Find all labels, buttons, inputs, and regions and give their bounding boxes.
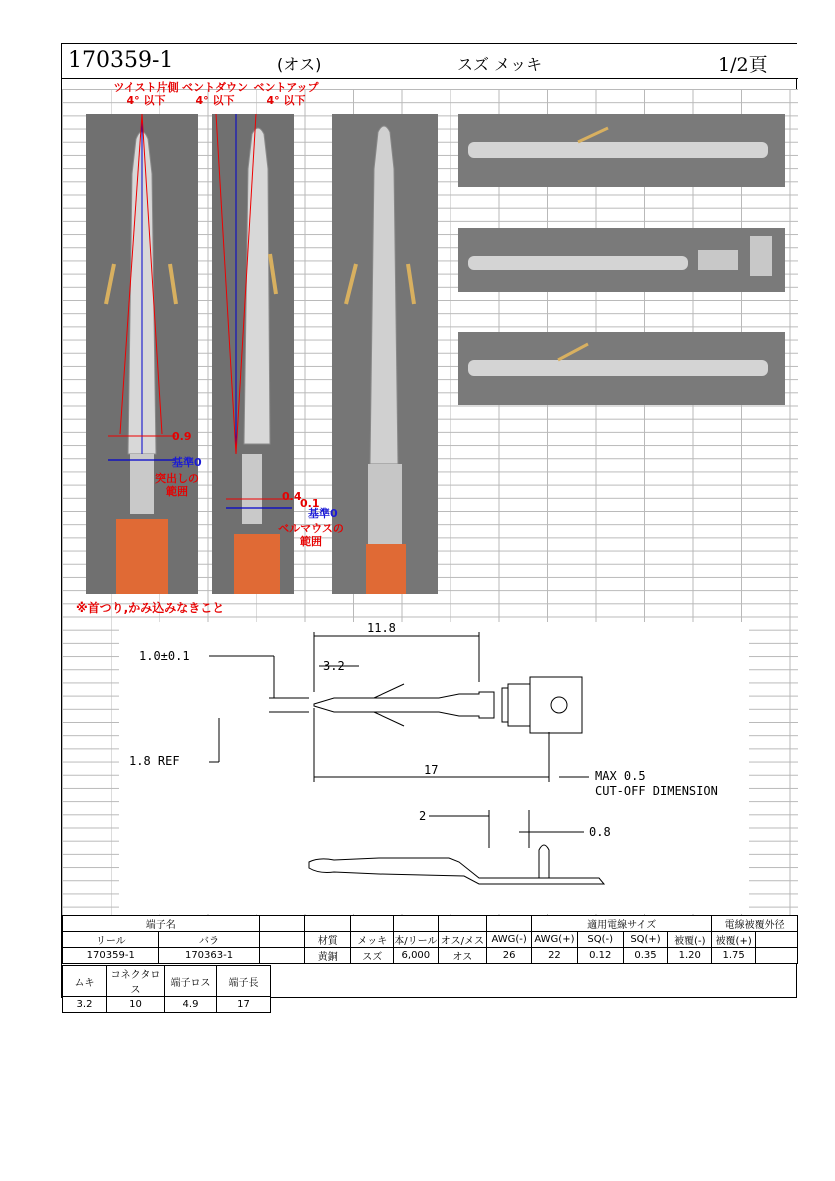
part-number: 170359-1	[68, 48, 174, 73]
cell-gender: オス	[438, 948, 486, 964]
dimension-drawing	[119, 622, 749, 914]
th-material: 材質	[305, 932, 351, 948]
cell-loose: 170363-1	[159, 948, 259, 964]
protrusion-label	[152, 472, 202, 498]
cell-sq-min: 0.12	[577, 948, 623, 964]
cell-od-max: 1.75	[712, 948, 756, 964]
bend-up-label	[250, 81, 322, 107]
dim-1-8: 1.8 REF	[129, 754, 180, 768]
loss-table	[62, 965, 271, 1013]
dim-0-4: 0.4	[282, 490, 302, 503]
cell-qty: 6,000	[394, 948, 438, 964]
th-awg-max: AWG(+)	[532, 932, 578, 948]
cell-term-length: 17	[217, 997, 271, 1013]
th-gender: オス/メス	[438, 932, 486, 948]
dim-cutoff: CUT-OFF DIMENSION	[595, 784, 718, 798]
th-conn-loss: コネクタロス	[107, 966, 165, 997]
th-wire-od: 電線被覆外径	[712, 916, 798, 932]
cell-plating: スズ	[351, 948, 394, 964]
photo-open-view	[458, 228, 785, 292]
plating-label: スズ メッキ	[457, 55, 543, 74]
th-terminal-name: 端子名	[63, 916, 260, 932]
th-sq-max: SQ(+)	[623, 932, 668, 948]
dim-max: MAX 0.5	[595, 769, 646, 783]
cell-reel: 170359-1	[63, 948, 159, 964]
gender-label: (オス)	[277, 55, 322, 74]
dim-2: 2	[419, 809, 427, 823]
table-row	[63, 997, 271, 1013]
th-reel: リール	[63, 932, 159, 948]
th-term-loss: 端子ロス	[165, 966, 217, 997]
bend-up-label-line2: 4° 以下	[266, 94, 306, 107]
dim-0-8: 0.8	[589, 825, 611, 839]
bellmouth-label-line2: 範囲	[300, 535, 322, 548]
th-sq-min: SQ(-)	[577, 932, 623, 948]
th-od-max: 被覆(+)	[712, 932, 756, 948]
cell-awg-max: 22	[532, 948, 578, 964]
protrusion-label-line2: 範囲	[166, 485, 188, 498]
protrusion-label-line1: 突出しの	[155, 472, 199, 485]
twist-label-line2: 4° 以下	[126, 94, 166, 107]
bend-down-label-line2: 4° 以下	[195, 94, 235, 107]
dim-17: 17	[424, 763, 439, 777]
th-od-min: 被覆(-)	[668, 932, 712, 948]
bellmouth-label-line1: ベルマウスの	[278, 522, 344, 535]
datasheet	[61, 43, 797, 1010]
bend-down-label-line1: ベントダウン	[182, 81, 248, 94]
twist-label-line1: ツイスト片側	[113, 81, 179, 94]
dim-1-0: 1.0±0.1	[139, 649, 190, 663]
spec-table	[62, 915, 798, 964]
bend-up-label-line1: ベントアップ	[253, 81, 319, 94]
bellmouth-label	[276, 522, 346, 548]
dim-0-9: 0.9	[172, 430, 192, 443]
table-row	[63, 948, 798, 964]
warning-note: ※首つり,かみ込みなきこと	[76, 601, 225, 615]
cell-awg-min: 26	[487, 948, 532, 964]
dim-11-8: 11.8	[367, 621, 396, 635]
th-qty: 本/リール	[394, 932, 438, 948]
dim-0-1: 0.1	[300, 497, 320, 510]
cell-sq-max: 0.35	[623, 948, 668, 964]
page-number: 1/2頁	[718, 54, 768, 76]
th-plating: メッキ	[351, 932, 394, 948]
cell-conn-loss: 10	[107, 997, 165, 1013]
cell-term-loss: 4.9	[165, 997, 217, 1013]
photo-bottom-view	[458, 332, 785, 405]
dim-3-2: 3.2	[323, 659, 345, 673]
photo-side	[332, 114, 438, 594]
th-term-length: 端子長	[217, 966, 271, 997]
base-zero-a: 基準0	[172, 456, 202, 469]
cell-od-min: 1.20	[668, 948, 712, 964]
th-strip: ムキ	[63, 966, 107, 997]
photo-top-view	[458, 114, 785, 187]
twist-label	[106, 81, 186, 107]
base-zero-b: 基準0	[308, 507, 338, 520]
th-applicable-wire: 適用電線サイズ	[532, 916, 712, 932]
cell-material: 黄銅	[305, 948, 351, 964]
th-loose: バラ	[159, 932, 259, 948]
th-awg-min: AWG(-)	[487, 932, 532, 948]
photo-twist	[86, 114, 198, 594]
header	[62, 44, 798, 79]
cell-strip: 3.2	[63, 997, 107, 1013]
bend-down-label	[180, 81, 250, 107]
